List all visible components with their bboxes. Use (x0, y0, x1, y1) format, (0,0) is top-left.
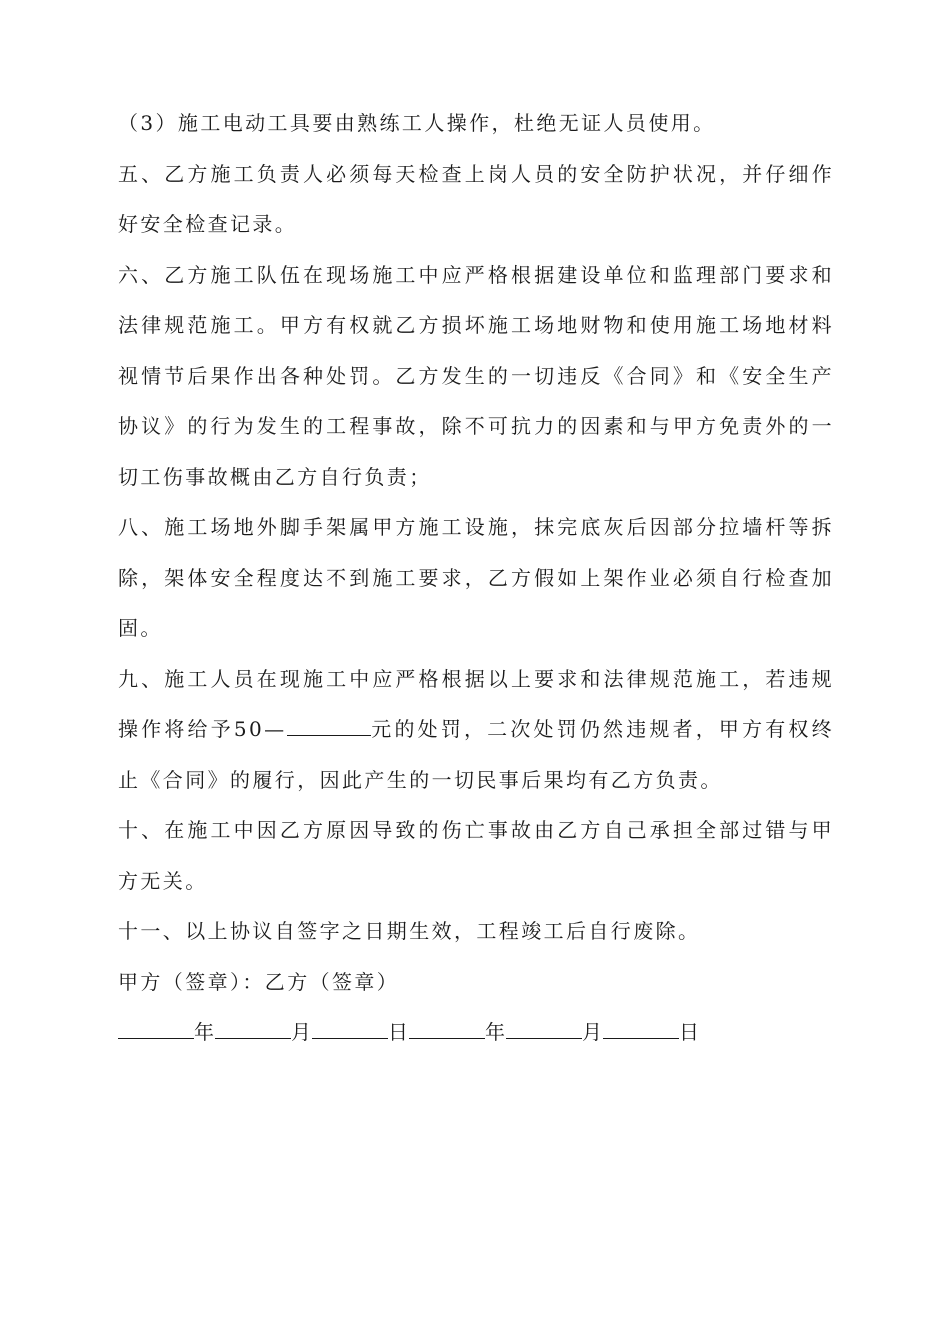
date-line (118, 1007, 834, 1058)
year-label: 年 (194, 1020, 215, 1044)
party-a-year-blank[interactable] (118, 1022, 194, 1039)
clause-9-penalty (118, 654, 834, 806)
day-label: 日 (388, 1020, 409, 1044)
month-label: 月 (582, 1020, 603, 1044)
party-a-month-blank[interactable] (215, 1022, 291, 1039)
party-a-day-blank[interactable] (312, 1022, 388, 1039)
party-b-year-blank[interactable] (409, 1022, 485, 1039)
month-label: 月 (291, 1020, 312, 1044)
clause-3-power-tools: （3）施工电动工具要由熟练工人操作，杜绝无证人员使用。 (118, 111, 716, 135)
party-b-day-blank[interactable] (603, 1022, 679, 1039)
clause-5-safety-inspection: 五、乙方施工负责人必须每天检查上岗人员的安全防护状况，并仔细作好安全检查记录。 (118, 161, 834, 236)
signature-line: 甲方（签章）：乙方（签章） (118, 969, 400, 994)
party-b-month-blank[interactable] (506, 1022, 582, 1039)
clause-8-scaffolding: 八、施工场地外脚手架属甲方施工设施，抹完底灰后因部分拉墙杆等拆除，架体安全程度达不到施工要求，乙方假如上架作业必须自行检查加固。 (118, 515, 834, 640)
clause-10-liability: 十、在施工中因乙方原因导致的伤亡事故由乙方自己承担全部过错与甲方无关。 (118, 818, 834, 893)
document-body (118, 98, 834, 1058)
penalty-text-after: 元的处罚，二次处罚仍然违规者，甲方有权终止《合同》的履行，因此产生的一切民事后果均有乙方负责。 (118, 717, 835, 792)
penalty-text-before: 九、施工人员在现施工中应严格根据以上要求和法律规范施工，若违规操作将给予50— (118, 666, 834, 741)
clause-11-effective-date: 十一、以上协议自签字之日期生效，工程竣工后自行废除。 (118, 919, 701, 943)
penalty-amount-blank[interactable] (287, 719, 371, 736)
year-label: 年 (485, 1020, 506, 1044)
day-label: 日 (679, 1020, 700, 1044)
clause-6-construction-rules: 六、乙方施工队伍在现场施工中应严格根据建设单位和监理部门要求和法律规范施工。甲方有权就乙方损坏施工场地财物和使用施工场地材料视情节后果作出各种处罚。乙方发生的一切违反《合同》和《安全生产协议》的行为发生的工程事故，除不可抗力的因素和与甲方免责外的一切工伤事故概由乙方自行负责； (118, 262, 834, 489)
